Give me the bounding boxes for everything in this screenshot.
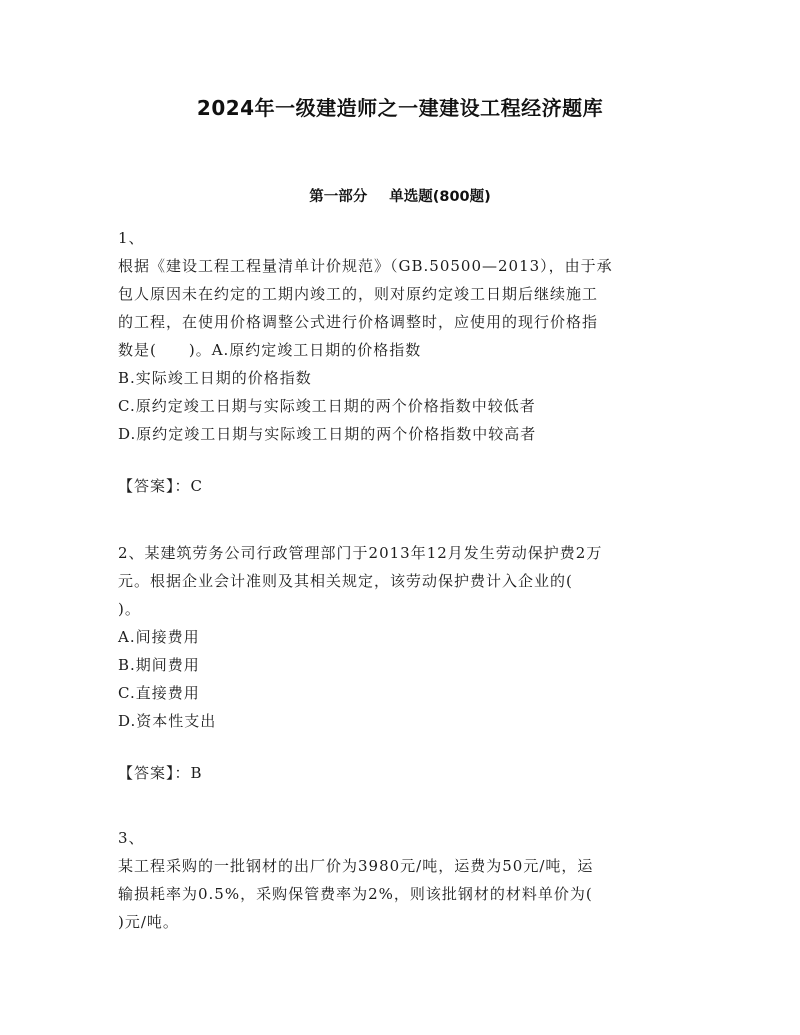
section-name: 单选题(800题): [389, 189, 491, 205]
question-1-stem-line: 根据《建设工程工程量清单计价规范》（GB.50500—2013），由于承: [118, 257, 613, 275]
question-2-option-b: B.期间费用: [118, 656, 200, 674]
question-3-stem-line: 输损耗率为0.5%，采购保管费率为2%，则该批钢材的材料单价为(: [118, 885, 593, 903]
question-1-answer: 【答案】：C: [118, 477, 203, 495]
question-1-option-c: C.原约定竣工日期与实际竣工日期的两个价格指数中较低者: [118, 397, 536, 415]
question-1-option-d: D.原约定竣工日期与实际竣工日期的两个价格指数中较高者: [118, 425, 537, 443]
question-2-answer: 【答案】：B: [118, 764, 203, 782]
question-2-option-a: A.间接费用: [118, 628, 200, 646]
question-3-number: 3、: [118, 829, 145, 847]
question-2-option-d: D.资本性支出: [118, 712, 217, 730]
question-3-stem-line: )元/吨。: [118, 913, 179, 931]
question-1-option-b: B.实际竣工日期的价格指数: [118, 369, 312, 387]
question-2-stem-line: )。: [118, 600, 141, 618]
section-heading: [0, 185, 800, 206]
document-title: 2024年一级建造师之一建建设工程经济题库: [196, 96, 604, 120]
question-1-number: 1、: [118, 229, 145, 247]
question-2-option-c: C.直接费用: [118, 684, 200, 702]
question-1-stem-line: 包人原因未在约定的工期内竣工的，则对原约定竣工日期后继续施工: [118, 285, 599, 303]
question-2-stem-line: 元。根据企业会计准则及其相关规定，该劳动保护费计入企业的(: [118, 572, 573, 590]
question-1-stem-line: 的工程，在使用价格调整公式进行价格调整时，应使用的现行价格指: [118, 313, 599, 331]
section-part-label: 第一部分: [309, 189, 368, 205]
question-1-stem-line: 数是( )。A.原约定竣工日期的价格指数: [118, 341, 422, 359]
question-2-stem-line: 2、某建筑劳务公司行政管理部门于2013年12月发生劳动保护费2万: [118, 544, 603, 562]
question-3-stem-line: 某工程采购的一批钢材的出厂价为3980元/吨，运费为50元/吨，运: [118, 857, 594, 875]
